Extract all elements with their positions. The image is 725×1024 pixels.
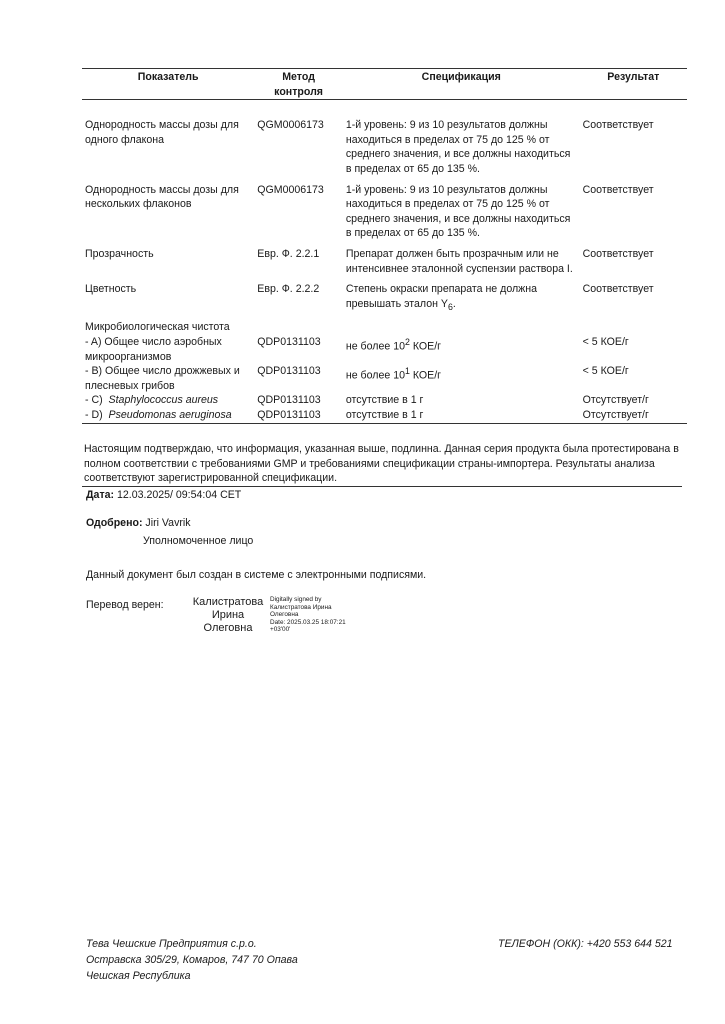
row-method: QGM0006173	[257, 183, 324, 196]
row-indicator: Цветность	[85, 283, 137, 296]
table-row	[82, 408, 687, 423]
table-row	[82, 282, 687, 320]
row-result: < 5 КОЕ/г	[582, 336, 629, 349]
micro-label: - B) Общее число дрожжевых и плесневых грибов	[85, 365, 240, 392]
micro-label: - A) Общее число аэробных микроорганизмов	[85, 336, 222, 363]
footer-company: Тева Чешские Предприятия с.р.о. Остравска 305/29, Комаров, 747 70 Опава Чешская Республика	[86, 938, 298, 982]
micro-label: - C) Staphylococcus aureus	[85, 394, 219, 407]
row-method: QDP0131103	[257, 394, 321, 407]
table-row	[82, 335, 687, 364]
date-line: Дата: 12.03.2025/ 09:54:04 CET	[86, 489, 242, 501]
row-spec: Степень окраски препарата не должна превышать эталон $Y_6$.	[345, 283, 537, 312]
row-result: Отсутствует/г	[580, 408, 687, 423]
specification-table	[82, 68, 687, 424]
row-spec: не более $10^2$ КОЕ/г	[345, 337, 442, 353]
row-method: QDP0131103	[254, 408, 343, 423]
row-method: QDP0131103	[257, 365, 321, 378]
translation-label: Перевод верен:	[86, 599, 164, 611]
translator-signature-name: Калистратова Ирина Олеговна	[192, 596, 264, 634]
esign-note: Данный документ был создан в системе с электронными подписями.	[86, 569, 427, 581]
divider	[82, 486, 682, 487]
approved-line: Одобрено: Jiri Vavrik	[86, 517, 191, 529]
micro-title-row	[82, 320, 687, 335]
header-spec: Спецификация	[343, 69, 580, 100]
header-result: Результат	[580, 69, 687, 100]
table-row	[82, 118, 687, 182]
micro-label: - D) Pseudomonas aeruginosa	[82, 408, 254, 423]
table-header-row	[82, 69, 687, 100]
row-result: < 5 КОЕ/г	[582, 365, 629, 378]
row-method: QDP0131103	[257, 336, 321, 349]
digital-signature-block: Digitally signed by Калистратова Ирина Олеговна Date: 2025.03.25 18:07:21 +03'00'	[270, 596, 346, 634]
footer-phone: ТЕЛЕФОН (ОКК): +420 553 644 521	[498, 938, 673, 950]
row-method: Евр. Ф. 2.2.2	[257, 283, 320, 296]
header-method: Метод контроля	[254, 69, 343, 100]
row-indicator: Однородность массы дозы для одного флакона	[85, 119, 239, 146]
row-spec: отсутствие в 1 г	[345, 394, 424, 407]
approved-role: Уполномоченное лицо	[143, 535, 254, 547]
row-spec: 1-й уровень: 9 из 10 результатов должны находиться в пределах от 75 до 125 % от среднего значения, и все должны находиться в пределах от 65 до 135 %.	[345, 183, 571, 240]
table-row	[82, 393, 687, 408]
table-row	[82, 183, 687, 247]
row-result: Соответствует	[582, 283, 654, 296]
row-result: Отсутствует/г	[582, 394, 649, 407]
table-row	[82, 364, 687, 393]
micro-title: Микробиологическая чистота	[85, 321, 230, 334]
header-indicator: Показатель	[82, 69, 254, 100]
row-result: Соответствует	[582, 119, 654, 132]
row-method: QGM0006173	[257, 119, 324, 132]
row-method: Евр. Ф. 2.2.1	[257, 247, 320, 260]
table-row	[82, 247, 687, 282]
row-spec: отсутствие в 1 г	[343, 408, 580, 423]
row-indicator: Прозрачность	[85, 247, 154, 260]
confirmation-statement: Настоящим подтверждаю, что информация, указанная выше, подлинна. Данная серия продукта была протестирована в полном соответствии с требованиями GMP и требованиями спецификации страны-импортера. Результаты анализа соответствуют зарегистрированной спецификации.	[84, 443, 679, 485]
row-spec: Препарат должен быть прозрачным или не интенсивнее эталонной суспензии раствора I.	[345, 247, 573, 275]
row-indicator: Однородность массы дозы для нескольких флаконов	[85, 183, 239, 211]
row-spec: не более $10^1$ КОЕ/г	[345, 366, 442, 382]
row-result: Соответствует	[582, 247, 654, 260]
row-spec: 1-й уровень: 9 из 10 результатов должны находиться в пределах от 75 до 125 % от среднего значения, и все должны находиться в пределах от 65 до 135 %.	[345, 119, 571, 175]
row-result: Соответствует	[582, 183, 654, 196]
